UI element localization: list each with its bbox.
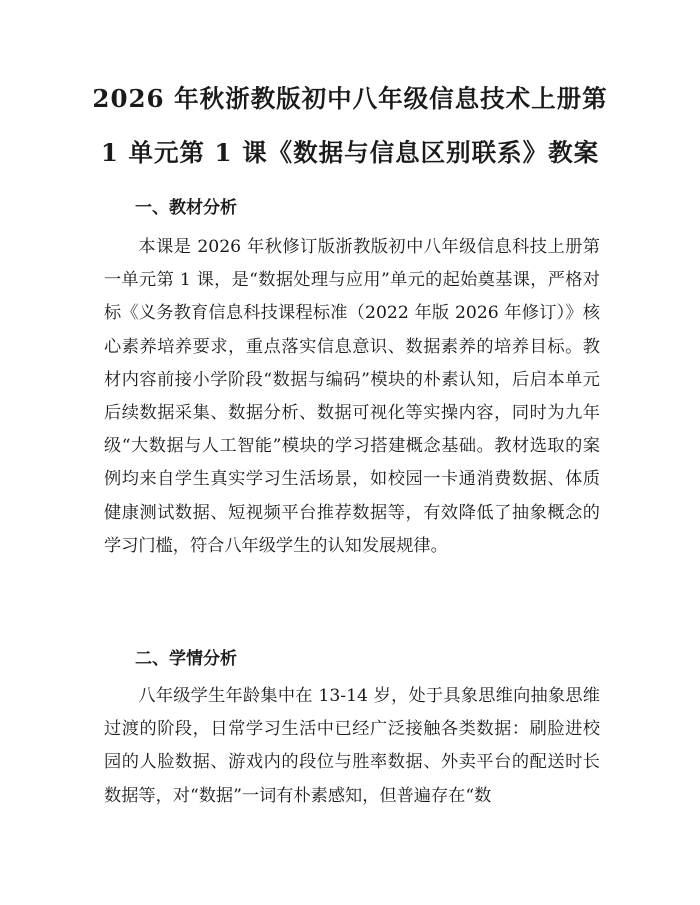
section-heading-textbook-analysis: 一、教材分析	[135, 198, 237, 218]
document-title-line-2: 1 单元第 1 课《数据与信息区别联系》教案	[100, 138, 600, 167]
section-heading-student-analysis: 二、学情分析	[135, 649, 237, 669]
section-paragraph-student-analysis: 八年级学生年龄集中在 13-14 岁，处于具象思维向抽象思维过渡的阶段，日常学习生活中已经广泛接触各类数据：刷脸进校园的人脸数据、游戏内的段位与胜率数据、外卖平台的配送时长数据等，对“数据”一词有朴素感知，但普遍存在“数	[104, 686, 600, 806]
section-paragraph-textbook-analysis: 本课是 2026 年秋修订版浙教版初中八年级信息科技上册第一单元第 1 课，是“数据处理与应用”单元的起始奠基课，严格对标《义务教育信息科技课程标准（2022 年版 2026 年修订）》核心素养培养要求，重点落实信息意识、数据素养的培养目标。教材内容前接小学阶段“数据与编码”模块的朴素认知，后启本单元后续数据采集、数据分析、数据可视化等实操内容，同时为九年级“大数据与人工智能”模块的学习搭建概念基础。教材选取的案例均来自学生真实学习生活场景，如校园一卡通消费数据、体质健康测试数据、短视频平台推荐数据等，有效降低了抽象概念的学习门槛，符合八年级学生的认知发展规律。	[104, 237, 600, 556]
document-title-line-1: 2026 年秋浙教版初中八年级信息技术上册第	[92, 84, 608, 113]
